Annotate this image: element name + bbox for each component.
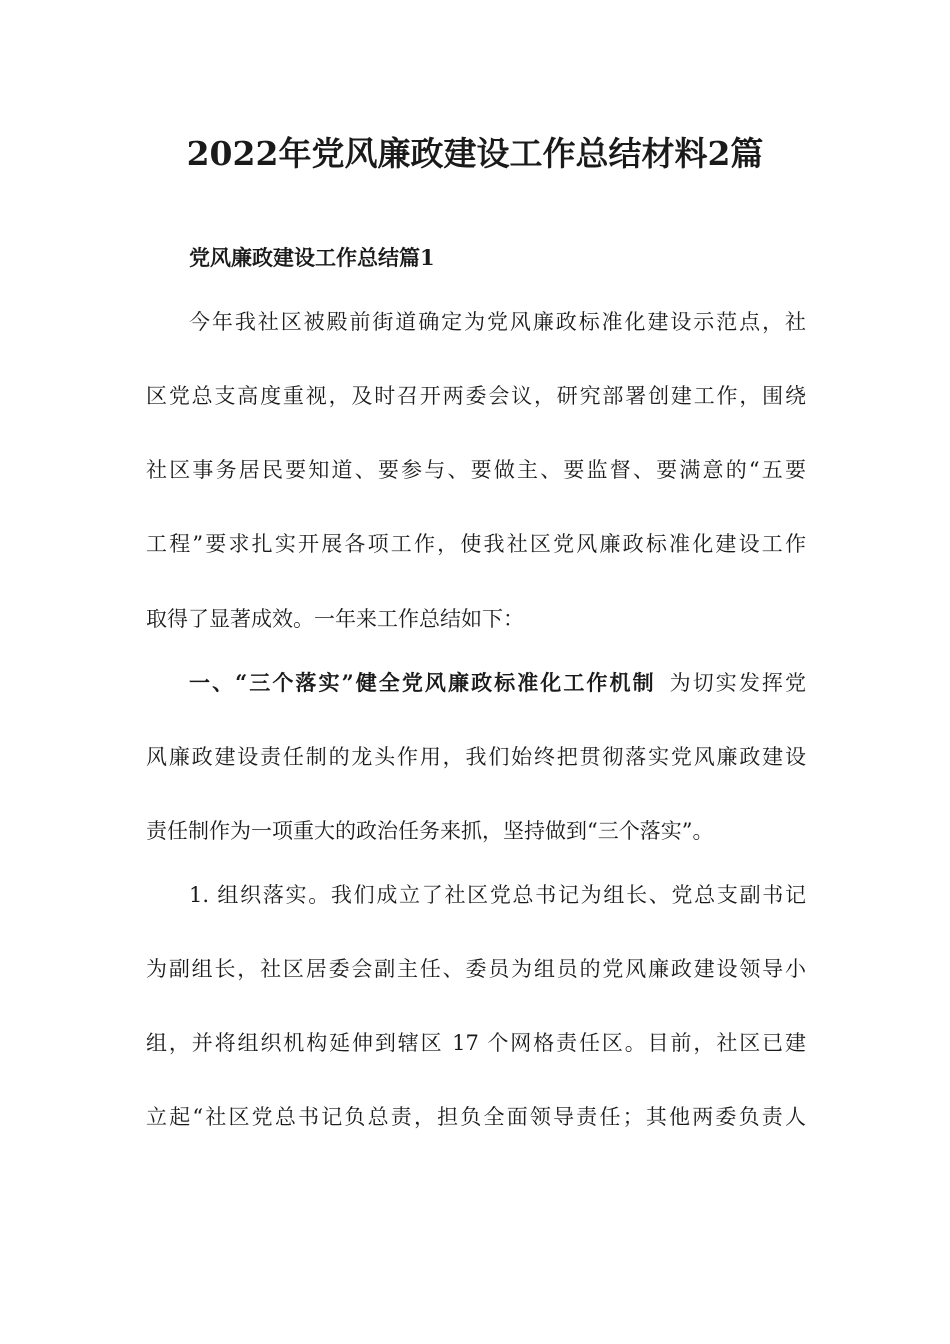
paragraph-line: 立起“社区党总书记负总责，担负全面领导责任；其他两委负责人 [146,1105,806,1129]
document-title: 2022年党风廉政建设工作总结材料2篇 [186,134,764,173]
paragraph-line: 区党总支高度重视，及时召开两委会议，研究部署创建工作，围绕 [146,384,806,408]
section-heading: 一、“三个落实”健全党风廉政标准化工作机制 [189,670,656,695]
paragraph-line: 责任制作为一项重大的政治任务来抓，坚持做到“三个落实”。 [146,819,714,843]
section-heading-line [189,668,806,698]
paragraph-line: 风廉政建设责任制的龙头作用，我们始终把贯彻落实党风廉政建设 [146,745,806,769]
section-heading-continuation: 为切实发挥党 [669,671,806,695]
paragraph-line: 社区事务居民要知道、要参与、要做主、要监督、要满意的“五要 [146,458,806,482]
section-subtitle: 党风廉政建设工作总结篇1 [189,245,435,270]
paragraph-line: 工程”要求扎实开展各项工作，使我社区党风廉政标准化建设工作 [146,532,806,556]
paragraph-line: 为副组长，社区居委会副主任、委员为组员的党风廉政建设领导小 [146,957,806,981]
paragraph-line: 取得了显著成效。一年来工作总结如下： [146,607,524,631]
paragraph-line: 1. 组织落实。我们成立了社区党总书记为组长、党总支副书记 [189,883,806,907]
paragraph-line: 组，并将组织机构延伸到辖区 17 个网格责任区。目前，社区已建 [146,1031,806,1055]
paragraph-line: 今年我社区被殿前街道确定为党风廉政标准化建设示范点，社 [189,310,806,334]
